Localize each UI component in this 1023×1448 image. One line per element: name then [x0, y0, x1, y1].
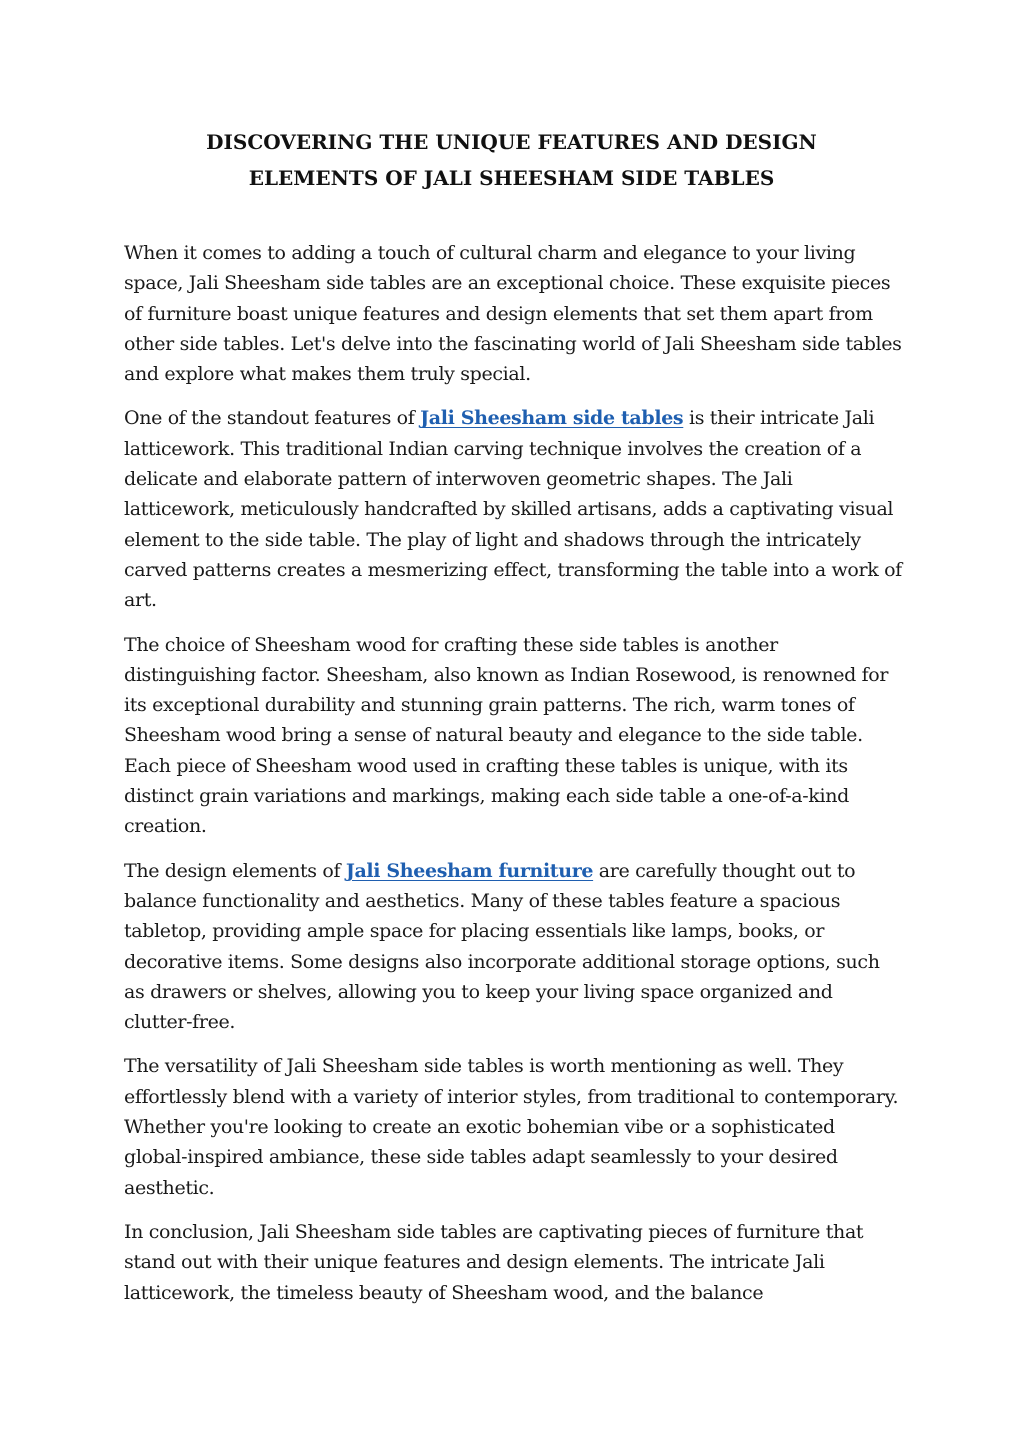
- link-jali-sheesham-side-tables[interactable]: Jali Sheesham side tables: [420, 407, 684, 430]
- paragraph-text: The design elements of: [124, 859, 346, 882]
- document-title: [124, 124, 899, 196]
- paragraph-text: is their intricate Jali latticework. This traditional Indian carving technique involves the creation of a delicate and elaborate pattern of interwoven geometric shapes. The Jali latticework, meticulously handcrafted by skilled artisans, adds a captivating visual element to the side table. The play of light and shadows through the intricately carved patterns creates a mesmerizing effect, transforming the table into a work of art.: [124, 407, 902, 612]
- paragraph-versatility: The versatility of Jali Sheesham side tables is worth mentioning as well. They effortlessly blend with a variety of interior styles, from traditional to contemporary. Whether you're looking to create an exotic bohemian vibe or a sophisticated global-inspired ambiance, these side tables adapt seamlessly to your desired aesthetic.: [124, 1055, 899, 1199]
- paragraph-intro: When it comes to adding a touch of cultural charm and elegance to your living space, Jali Sheesham side tables are an exceptional choice. These exquisite pieces of furniture boast unique features and design elements that set them apart from other side tables. Let's delve into the fascinating world of Jali Sheesham side tables and explore what makes them truly special.: [124, 242, 902, 386]
- paragraph-sheesham-wood: The choice of Sheesham wood for crafting these side tables is another distinguishing factor. Sheesham, also known as Indian Rosewood, is renowned for its exceptional durability and stunning grain patterns. The rich, warm tones of Sheesham wood bring a sense of natural beauty and elegance to the side table. Each piece of Sheesham wood used in crafting these tables is unique, with its distinct grain variations and markings, making each side table a one-of-a-kind creation.: [124, 633, 889, 838]
- paragraph-jali-latticework: [124, 403, 902, 615]
- paragraph-conclusion: In conclusion, Jali Sheesham side tables are captivating pieces of furniture that stand out with their unique features and design elements. The intricate Jali latticework, the timeless beauty of Sheesham wood, and the balance: [124, 1220, 864, 1304]
- title-line-2: ELEMENTS OF JALI SHEESHAM SIDE TABLES: [248, 166, 775, 190]
- paragraph-text: One of the standout features of: [124, 407, 421, 430]
- paragraph-design-elements: [124, 856, 902, 1038]
- paragraph-text: are carefully thought out to balance functionality and aesthetics. Many of these tables feature a spacious tabletop, providing ample space for placing essentials like lamps, books, or decorative items. Some designs also incorporate additional storage options, such as drawers or shelves, allowing you to keep your living space organized and clutter-free.: [124, 859, 880, 1034]
- title-line-1: DISCOVERING THE UNIQUE FEATURES AND DESIGN: [206, 130, 817, 154]
- document-body: [124, 238, 902, 1322]
- link-jali-sheesham-furniture[interactable]: Jali Sheesham furniture: [345, 859, 594, 882]
